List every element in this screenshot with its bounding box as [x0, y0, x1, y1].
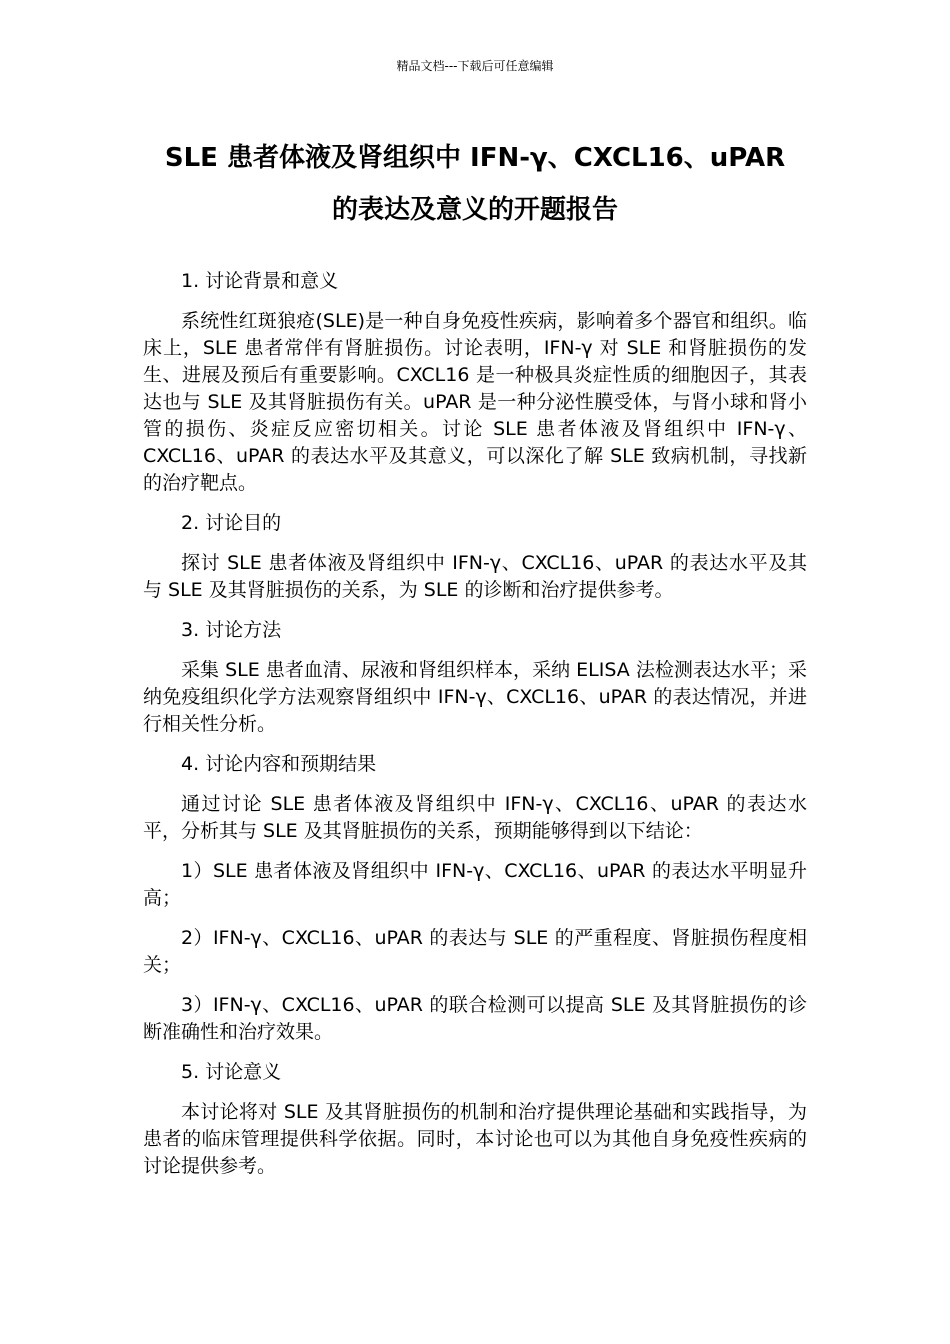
section-heading: 4. 讨论内容和预期结果	[181, 753, 377, 775]
list-item: 1）SLE 患者体液及肾组织中 IFN-γ、CXCL16、uPAR 的表达水平明显升高；	[143, 860, 807, 909]
document-body	[143, 268, 807, 1180]
paragraph: 采集 SLE 患者血清、尿液和肾组织样本，采纳 ELISA 法检测表达水平；采纳免疫组织化学方法观察肾组织中 IFN-γ、CXCL16、uPAR 的表达情况，并进行相关性分析。	[143, 659, 807, 735]
section-heading: 2. 讨论目的	[181, 512, 282, 534]
section-heading: 1. 讨论背景和意义	[181, 270, 339, 292]
paragraph: 探讨 SLE 患者体液及肾组织中 IFN-γ、CXCL16、uPAR 的表达水平及其与 SLE 及其肾脏损伤的关系，为 SLE 的诊断和治疗提供参考。	[143, 552, 807, 601]
document-title	[100, 132, 850, 236]
section-heading: 3. 讨论方法	[181, 619, 282, 641]
section-heading: 5. 讨论意义	[181, 1061, 282, 1083]
title-line-2: 的表达及意义的开题报告	[331, 195, 618, 225]
paragraph: 系统性红斑狼疮(SLE)是一种自身免疫性疾病，影响着多个器官和组织。临床上，SLE 患者常伴有肾脏损伤。讨论表明，IFN-γ 对 SLE 和肾脏损伤的发生、进展及预后有重要影响。CXCL16 是一种极具炎症性质的细胞因子，其表达也与 SLE 及其肾脏损伤有关。uPAR 是一种分泌性膜受体，与肾小球和肾小管的损伤、炎症反应密切相关。讨论 SLE 患者体液及肾组织中 IFN-γ、CXCL16、uPAR 的表达水平及其意义，可以深化了解 SLE 致病机制，寻找新的治疗靶点。	[143, 310, 807, 494]
title-line-1: SLE 患者体液及肾组织中 IFN-γ、CXCL16、uPAR	[164, 143, 786, 173]
paragraph: 本讨论将对 SLE 及其肾脏损伤的机制和治疗提供理论基础和实践指导，为患者的临床管理提供科学依据。同时，本讨论也可以为其他自身免疫性疾病的讨论提供参考。	[143, 1101, 807, 1177]
page-header: 精品文档---下载后可任意编辑	[396, 59, 554, 73]
list-item: 2）IFN-γ、CXCL16、uPAR 的表达与 SLE 的严重程度、肾脏损伤程度相关；	[143, 927, 807, 976]
list-item: 3）IFN-γ、CXCL16、uPAR 的联合检测可以提高 SLE 及其肾脏损伤的诊断准确性和治疗效果。	[143, 994, 807, 1043]
paragraph: 通过讨论 SLE 患者体液及肾组织中 IFN-γ、CXCL16、uPAR 的表达水平，分析其与 SLE 及其肾脏损伤的关系，预期能够得到以下结论：	[143, 793, 807, 842]
